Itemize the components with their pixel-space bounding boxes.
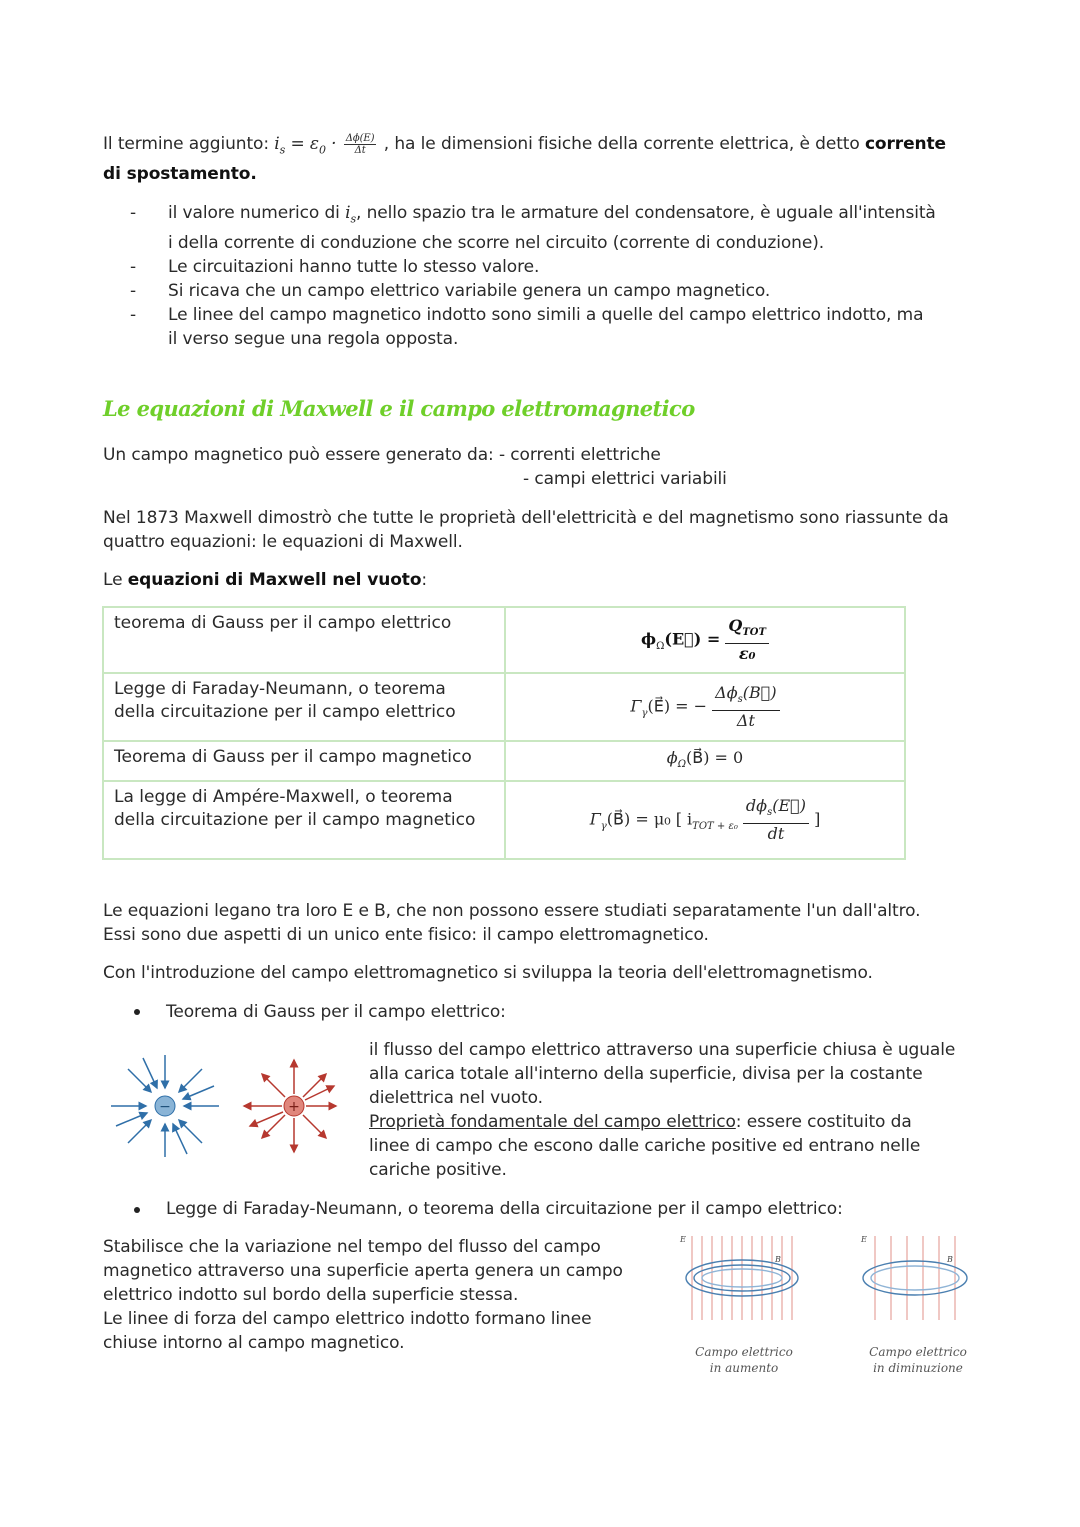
list-item-continuation: i della corrente di conduzione che scorre nel circuito (corrente di conduzione). [168, 233, 825, 254]
bullet-faraday: Legge di Faraday-Neumann, o teorema della circuitazione per il campo elettrico: [166, 1199, 843, 1219]
maxwell-equations-table [102, 606, 906, 860]
dash-list [130, 201, 990, 351]
list-item: - Le linee del campo magnetico indotto sono simili a quelle del campo elettrico indotto, ma [130, 305, 924, 326]
equation-label: Teorema di Gauss per il campo magnetico [103, 741, 505, 781]
bullet-gauss: Teorema di Gauss per il campo elettrico: [166, 1002, 506, 1022]
generated-by-line2: - campi elettrici variabili [523, 469, 727, 489]
equation-formula: $\Gamma_\gamma(B⃗) = \mu_0$ [ $i_{TOT + \varepsilon_0}$ $\frac{d\phi_s(E⃗)}{dt}$ ] [505, 781, 905, 859]
bullet-dot [134, 1207, 140, 1213]
intro-bold-term: corrente [864, 134, 946, 154]
intro-suffix: , ha le dimensioni fisiche della corrente elettrica, è detto [383, 134, 860, 154]
gauss-explanation: il flusso del campo elettrico attraverso una superficie chiusa è uguale alla carica totale all'interno della superficie, divisa per la costante dielettrica nel vuoto. Proprietà fondamentale del campo elettrico: essere costituito da linee di campo che escono dalle cariche positive ed entrano nelle cariche positive. [369, 1040, 956, 1180]
table-row [103, 673, 905, 741]
table-intro: Le equazioni di Maxwell nel vuoto: [103, 570, 428, 590]
intro-fraction: $\frac{\Delta\phi(E)}{\Delta t}$ [345, 133, 375, 156]
positive-charge-sign: + [288, 1099, 300, 1115]
decreasing-field-figure [855, 1232, 975, 1324]
positive-charge-field [244, 1060, 336, 1152]
list-item-continuation: il verso segue una regola opposta. [168, 329, 459, 350]
intro-bold-term-2: di spostamento. [103, 164, 257, 185]
negative-charge-field [111, 1055, 219, 1157]
negative-charge-sign: − [159, 1099, 171, 1115]
intro-prefix: Il termine aggiunto: [103, 134, 269, 154]
axis-b-label: B [947, 1255, 953, 1264]
history-paragraph: Nel 1873 Maxwell dimostrò che tutte le proprietà dell'elettricità e del magnetismo sono riassunte da quattro equazioni: le equazioni di Maxwell. [103, 508, 949, 552]
intro-formula: $i_s = \varepsilon_0$ · $\frac{\Delta\phi(E)}{\Delta t}$ [274, 133, 375, 157]
list-item: - Si ricava che un campo elettrico variabile genera un campo magnetico. [130, 281, 771, 302]
bullet-dot [134, 1009, 140, 1015]
table-row [103, 741, 905, 781]
faraday-explanation: Stabilisce che la variazione nel tempo del flusso del campo magnetico attraverso una superficie aperta genera un campo elettrico indotto sul bordo della superficie stessa. Le linee di forza del campo elettrico indotto formano linee chiuse intorno al campo magnetico. [103, 1237, 623, 1353]
axis-e-label: E [861, 1235, 867, 1244]
theory-paragraph: Con l'introduzione del campo elettromagnetico si sviluppa la teoria dell'elettromagnetismo. [103, 963, 873, 983]
equation-label: La legge di Ampére-Maxwell, o teorema della circuitazione per il campo magnetico [103, 781, 505, 859]
increasing-field-figure [678, 1232, 808, 1324]
relations-paragraph: Le equazioni legano tra loro E e B, che non possono essere studiati separatamente l'un dall'altro. Essi sono due aspetti di un unico ente fisico: il campo elettromagnetico. [103, 901, 921, 945]
table-row [103, 781, 905, 859]
axis-b-label: B [775, 1255, 781, 1264]
fundamental-property-link[interactable]: Proprietà fondamentale del campo elettrico [369, 1112, 736, 1132]
list-item: - il valore numerico di $i_s$, nello spazio tra le armature del condensatore, è uguale all'intensità [130, 203, 936, 226]
caption-increasing: Campo elettrico in aumento [695, 1345, 793, 1375]
field-lines-diagram [108, 1050, 338, 1162]
equation-label: teorema di Gauss per il campo elettrico [103, 607, 505, 673]
intro-paragraph [103, 132, 983, 186]
axis-e-label: E [680, 1235, 686, 1244]
list-item: - Le circuitazioni hanno tutte lo stesso valore. [130, 257, 540, 278]
section-heading: Le equazioni di Maxwell e il campo elettromagnetico [103, 396, 695, 421]
caption-decreasing: Campo elettrico in diminuzione [869, 1345, 967, 1375]
equation-label: Legge di Faraday-Neumann, o teorema della circuitazione per il campo elettrico [103, 673, 505, 741]
equation-formula: $\Gamma_\gamma(E⃗)$ = − $\frac{\Delta\phi_s(B⃗)}{\Delta t}$ [505, 673, 905, 741]
table-row [103, 607, 905, 673]
generated-by-line1: Un campo magnetico può essere generato da: - correnti elettriche [103, 445, 661, 465]
equation-formula: $\phi_\Omega(B⃗) = 0$ [505, 741, 905, 781]
equation-formula: $\phi_\Omega(E⃗)$ = $\frac{Q_{TOT}}{\text{ε₀}}$ [505, 607, 905, 673]
